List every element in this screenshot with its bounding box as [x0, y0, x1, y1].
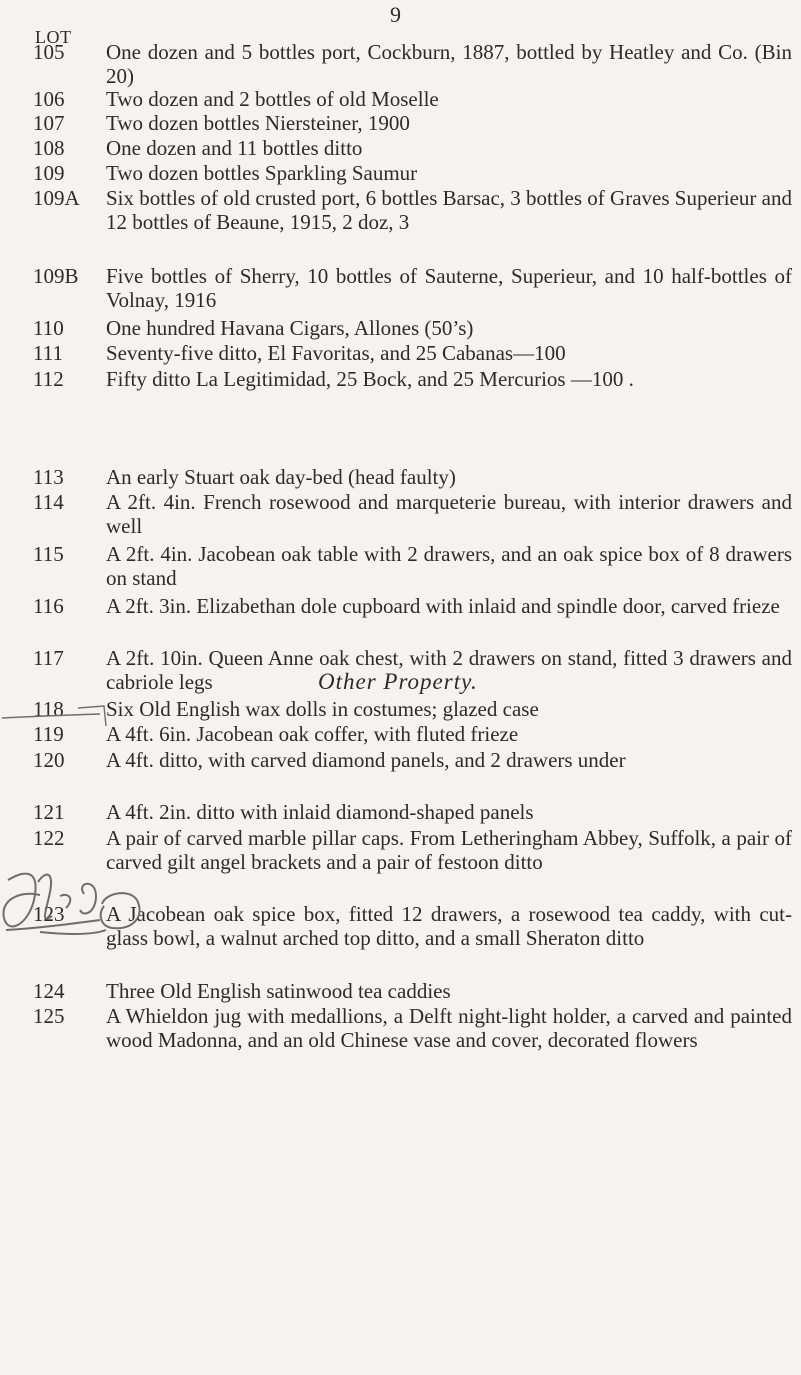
lot-number: 118: [33, 697, 64, 721]
lot-number: 111: [33, 341, 63, 365]
lot-number: 108: [33, 136, 65, 160]
lot-description: Two dozen bottles Niersteiner, 1900: [106, 111, 410, 135]
lot-description: A 2ft. 4in. Jacobean oak table with 2 drawers, and an oak spice box of 8 drawers on stand: [106, 542, 792, 590]
lot-number: 125: [33, 1004, 65, 1028]
lot-description: A 4ft. 6in. Jacobean oak coffer, with fluted frieze: [106, 722, 519, 746]
lot-number: 122: [33, 826, 65, 850]
lot-number: 109A: [33, 186, 80, 210]
lot-description: A 2ft. 3in. Elizabethan dole cupboard with inlaid and spindle door, carved frieze: [106, 594, 780, 618]
lot-description: Two dozen bottles Sparkling Saumur: [106, 161, 418, 185]
lot-description: A 2ft. 10in. Queen Anne oak chest, with 2 drawers on stand, fitted 3 drawers and cabriole legs: [106, 646, 792, 694]
lot-number: 116: [33, 594, 64, 618]
lot-description: A 4ft. ditto, with carved diamond panels, and 2 drawers under: [106, 748, 626, 772]
lot-number: 107: [33, 111, 65, 135]
lot-number: 119: [33, 722, 64, 746]
lot-description: One dozen and 5 bottles port, Cockburn, 1887, bottled by Heatley and Co. (Bin 20): [106, 40, 792, 88]
lot-number: 120: [33, 748, 65, 772]
lot-description: A Whieldon jug with medallions, a Delft night-light holder, a carved and painted wood Madonna, and an old Chinese vase and cover, decorated flowers: [106, 1004, 792, 1052]
lot-description: A 2ft. 4in. French rosewood and marqueterie bureau, with interior drawers and well: [106, 490, 792, 538]
lot-number: 109: [33, 161, 65, 185]
section-heading: Other Property.: [318, 669, 478, 694]
lot-number: 121: [33, 800, 65, 824]
lot-description: One hundred Havana Cigars, Allones (50’s): [106, 316, 474, 340]
page-number: 9: [390, 2, 401, 27]
lot-description: Three Old English satinwood tea caddies: [106, 979, 451, 1003]
lot-number: 123: [33, 902, 65, 926]
lot-description: Six bottles of old crusted port, 6 bottles Barsac, 3 bottles of Graves Superieur and 12 bottles of Beaune, 1915, 2 doz, 3: [106, 186, 792, 234]
lot-description: Two dozen and 2 bottles of old Moselle: [106, 87, 439, 111]
lot-number: 117: [33, 646, 64, 670]
lot-description: A Jacobean oak spice box, fitted 12 drawers, a rosewood tea caddy, with cut-glass bowl, a walnut arched top ditto, and a small Sheraton ditto: [106, 902, 792, 950]
lot-description: A 4ft. 2in. ditto with inlaid diamond-shaped panels: [106, 800, 534, 824]
lot-number: 109B: [33, 264, 79, 288]
lot-column-header: LOT: [35, 27, 72, 47]
lot-number: 115: [33, 542, 64, 566]
lot-description: Fifty ditto La Legitimidad, 25 Bock, and 25 Mercurios —100 .: [106, 367, 634, 391]
lot-number: 106: [33, 87, 65, 111]
lot-number: 113: [33, 465, 64, 489]
lot-description: Five bottles of Sherry, 10 bottles of Sauterne, Superieur, and 10 half-bottles of Volnay, 1916: [106, 264, 792, 312]
lot-description: A pair of carved marble pillar caps. From Letheringham Abbey, Suffolk, a pair of carved gilt angel brackets and a pair of festoon ditto: [106, 826, 792, 874]
lot-description: One dozen and 11 bottles ditto: [106, 136, 363, 160]
lot-number: 110: [33, 316, 64, 340]
lot-number: 124: [33, 979, 65, 1003]
lot-number: 112: [33, 367, 64, 391]
lot-description: Seventy-five ditto, El Favoritas, and 25 Cabanas—100: [106, 341, 566, 365]
lot-number: 105: [33, 40, 65, 64]
lot-description: An early Stuart oak day-bed (head faulty): [106, 465, 456, 489]
lot-description: Six Old English wax dolls in costumes; glazed case: [106, 697, 539, 721]
lot-number: 114: [33, 490, 64, 514]
